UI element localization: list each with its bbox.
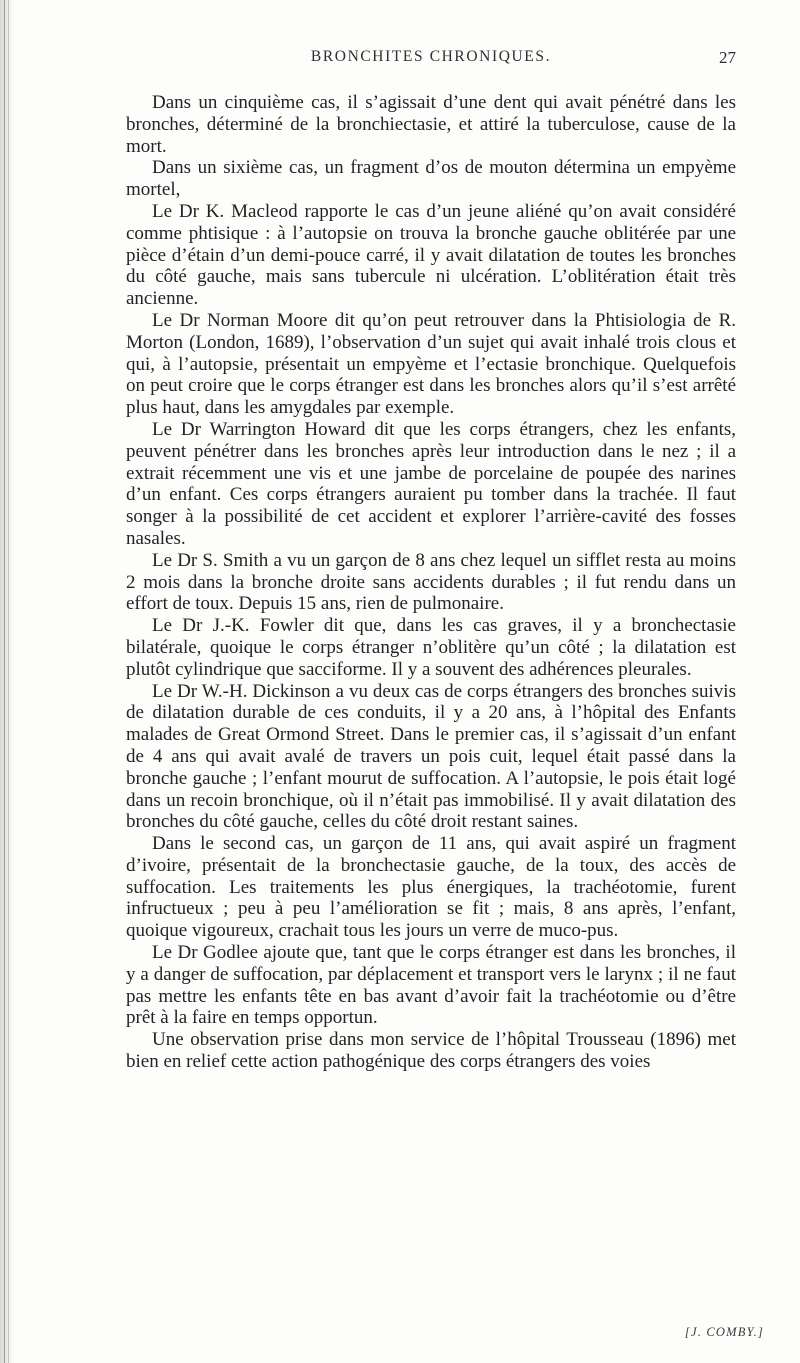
- paragraph: Dans un cinquième cas, il s’agissait d’une dent qui avait pénétré dans les bronches, déterminé de la bronchiectasie, et attiré la tuberculose, cause de la mort.: [126, 92, 736, 157]
- page-header: [126, 48, 736, 74]
- printer-signature: [J. COMBY.]: [684, 1325, 764, 1339]
- paragraph: Le Dr K. Macleod rapporte le cas d’un jeune aliéné qu’on avait considéré comme phtisique : à l’autopsie on trouva la bronche gauche oblitérée par une pièce d’étain d’un demi-pouce carré, il y avait dilatation de toutes les bronches du côté gauche, mais sans tubercule ni ulcération. L’oblitération était très ancienne.: [126, 200, 736, 310]
- body-text: [126, 92, 736, 1073]
- paragraph: Le Dr W.-H. Dickinson a vu deux cas de corps étrangers des bronches suivis de dilatation durable de ces conduits, il y a 20 ans, à l’hôpital des Enfants malades de Great Ormond Street. Dans le premier cas, il s’agissait d’un enfant de 4 ans qui avait avalé de travers un pois cuit, lequel était passé dans la bronche gauche ; l’enfant mourut de suffocation. A l’autopsie, le pois était logé dans un recoin bronchique, où il n’était pas immobilisé. Il y avait dilatation des bronches du côté gauche, celles du côté droit restant saines.: [126, 680, 736, 833]
- binding-line: [4, 0, 5, 1363]
- paragraph: Le Dr S. Smith a vu un garçon de 8 ans chez lequel un sifflet resta au moins 2 mois dans la bronche droite sans accidents durables ; il fut rendu dans un effort de toux. Depuis 15 ans, rien de pulmonaire.: [126, 549, 736, 615]
- paragraph: Le Dr J.-K. Fowler dit que, dans les cas graves, il y a bronchectasie bilatérale, quoique le corps étranger n’oblitère qu’un côté ; la dilatation est plutôt cylindrique que sacciforme. Il y a souvent des adhérences pleurales.: [126, 615, 736, 680]
- paragraph: Le Dr Norman Moore dit qu’on peut retrouver dans la Phtisiologia de R. Morton (London, 1689), l’observation d’un sujet qui avait inhalé trois clous et qui, à l’autopsie, présentait un empyème et l’ectasie bronchique. Quelquefois on peut croire que le corps étranger est dans les bronches alors qu’il s’est arrêté plus haut, dans les amygdales par exemple.: [126, 309, 736, 419]
- running-head: BRONCHITES CHRONIQUES.: [310, 48, 552, 65]
- paragraph: Dans le second cas, un garçon de 11 ans, qui avait aspiré un fragment d’ivoire, présentait de la bronchectasie gauche, de la toux, des accès de suffocation. Les traitements les plus énergiques, la trachéotomie, furent infructueux ; peu à peu l’amélioration se fit ; mais, 8 ans après, l’enfant, quoique vigoureux, crachait tous les jours un verre de muco-pus.: [126, 833, 736, 942]
- paragraph: Une observation prise dans mon service de l’hôpital Trousseau (1896) met bien en relief cette action pathogénique des corps étrangers des voies: [126, 1029, 736, 1073]
- paragraph: Le Dr Warrington Howard dit que les corps étrangers, chez les enfants, peuvent pénétrer dans les bronches après leur introduction dans le nez ; il a extrait récemment une vis et une jambe de porcelaine de poupée des narines d’un enfant. Ces corps étrangers auraient pu tomber dans la trachée. Il faut songer à la possibilité de cet accident et explorer l’arrière-cavité des fosses nasales.: [126, 418, 736, 549]
- page-number: 27: [719, 48, 736, 67]
- binding-line: [8, 0, 9, 1363]
- page-binding-edge: [0, 0, 14, 1363]
- paragraph: Le Dr Godlee ajoute que, tant que le corps étranger est dans les bronches, il y a danger de suffocation, par déplacement et transport vers le larynx ; il ne faut pas mettre les enfants tête en bas avant d’avoir fait la trachéotomie ou d’être prêt à la faire en temps opportun.: [126, 942, 736, 1029]
- paragraph: Dans un sixième cas, un fragment d’os de mouton détermina un empyème mortel,: [126, 157, 736, 201]
